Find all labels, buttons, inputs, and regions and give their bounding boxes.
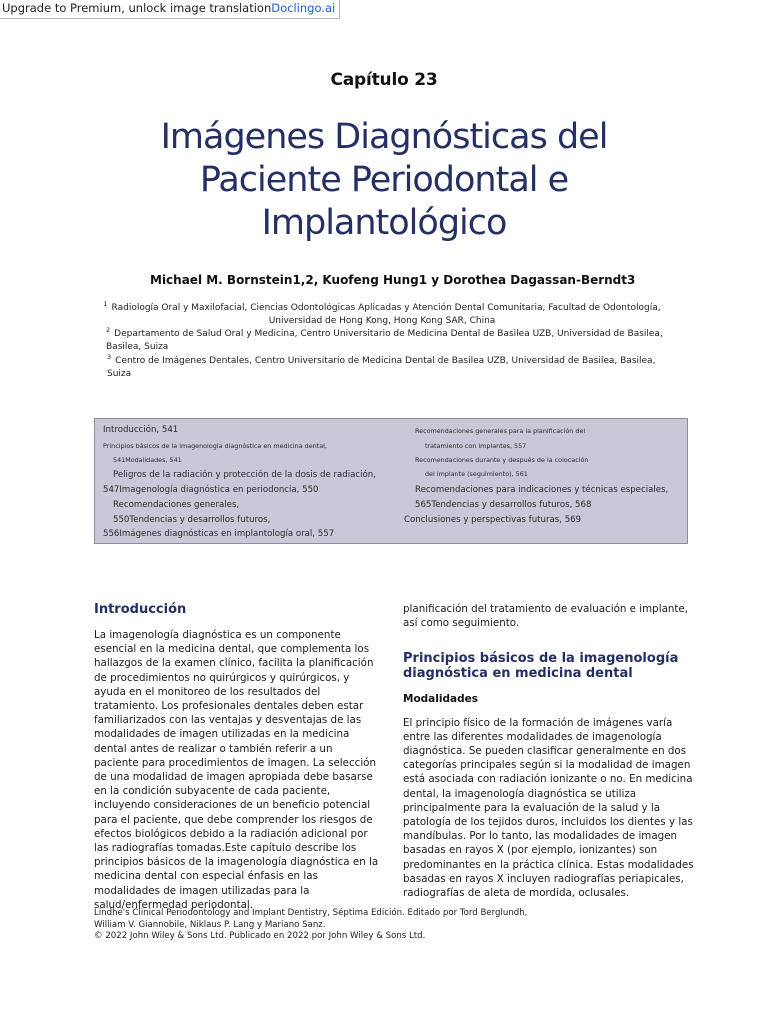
toc-item[interactable]: Principios básicos de la imagenología diagnóstica en medicina dental, [103, 442, 327, 450]
toc-item[interactable]: 541Modalidades, 541 [113, 456, 182, 464]
title-line: Paciente Periodontal e [199, 160, 569, 200]
affiliation-text: Departamento de Salud Oral y Medicina, Centro Universitario de Medicina Dental de Basilea UZB, Universidad de Basilea, Basilea, Suiza [106, 329, 663, 352]
affiliation-number: 1 [103, 300, 108, 308]
right-column [403, 602, 698, 900]
body-paragraph: La imagenología diagnóstica es un componente esencial en la medicina dental, que complementa los hallazgos de la examen clínico, facilita la planificación de procedimientos no quirúrgicos y quirúrgicos, y ayuda en el monitoreo de los resultados del tratamiento. Los profesionales dentales deben estar familiarizados con las ventajas y desventajas de las modalidades de imagen utilizadas en la medicina dental antes de realizar o también referir a un paciente para procedimientos de imagen. La selección de una modalidad de imagen apropiada debe basarse en la condición subyacente de cada paciente, incluyendo consideraciones de un beneficio potencial para el paciente, que debe comprender los riesgos de efectos biológicos debido a la radiación adicional por las radiografías tomadas.Este capítulo describe los principios básicos de la imagenología diagnóstica en la medicina dental con especial énfasis en las modalidades de imagen utilizadas para la salud/enfermedad periodontal. [94, 629, 379, 911]
author-list: Michael M. Bornstein1,2, Kuofeng Hung1 y Dorothea Dagassan-Berndt3 [150, 273, 636, 287]
table-of-contents [94, 418, 688, 544]
toc-item[interactable]: Recomendaciones generales, [113, 500, 240, 510]
section-heading: Introducción [94, 602, 187, 617]
toc-item[interactable]: Recomendaciones generales para la planificación del [415, 427, 586, 435]
title-line: Imágenes Diagnósticas del [160, 117, 608, 157]
toc-item[interactable]: 547Imagenología diagnóstica en periodoncia, 550 [103, 485, 319, 495]
affiliation-3 [107, 351, 667, 381]
chapter-title [84, 116, 684, 245]
title-line: Implantológico [261, 203, 507, 243]
section-heading: Principios básicos de la imagenología diagnóstica en medicina dental [403, 651, 679, 682]
toc-item[interactable]: Peligros de la radiación y protección de la dosis de radiación, [113, 470, 376, 480]
affiliation-number: 2 [106, 326, 111, 334]
toc-item[interactable]: Recomendaciones durante y después de la colocación [415, 456, 589, 464]
toc-item[interactable]: del implante (seguimiento), 561 [425, 470, 528, 478]
affiliation-text: Radiología Oral y Maxilofacial, Ciencias Odontológicas Aplicadas y Atención Dental Comunitaria, Facultad de Odontología, Universidad de Hong Kong, Hong Kong SAR, China [111, 303, 661, 326]
copyright-line: © 2022 John Wiley & Sons Ltd. Publicado en 2022 por John Wiley & Sons Ltd. [94, 931, 426, 941]
toc-item[interactable]: 556Imágenes diagnósticas en implantología oral, 557 [103, 529, 335, 539]
chapter-label: Capítulo 23 [330, 70, 438, 90]
affiliation-2 [106, 324, 666, 354]
toc-item[interactable]: Recomendaciones para indicaciones y técnicas especiales, [415, 485, 669, 495]
body-paragraph: El principio físico de la formación de imágenes varía entre las diferentes modalidades de imagenología diagnóstica. Se pueden clasificar generalmente en dos categorías principales según si la modalidad de imagen está asociada con radiación ionizante o no. En medicina dental, la imagenología diagnóstica se utiliza principalmente para la evaluación de la salud y la patología de los tejidos duros, incluidos los dientes y las mandíbulas. Por lo tanto, las modalidades de imagen basadas en rayos X (por ejemplo, ionizantes) son predominantes en la práctica clínica. Estas modalidades basadas en rayos X incluyen radiografías periapicales, radiografías de aleta de mordida, oclusales. [403, 716, 694, 900]
subsection-heading: Modalidades [403, 693, 478, 706]
left-column [94, 602, 379, 912]
affiliation-text: Centro de Imágenes Dentales, Centro Universitario de Medicina Dental de Basilea UZB, Universidad de Basilea, Basilea, Suiza [107, 356, 656, 379]
page-footer [94, 908, 534, 943]
toc-item[interactable]: Conclusiones y perspectivas futuras, 569 [404, 515, 582, 525]
toc-item[interactable]: tratamiento con implantes, 557 [425, 442, 527, 450]
continuation-paragraph: planificación del tratamiento de evaluación e implante, así como seguimiento. [403, 603, 689, 630]
affiliation-number: 3 [107, 353, 112, 361]
toc-item[interactable]: 565Tendencias y desarrollos futuros, 568 [415, 500, 592, 510]
doclingo-link[interactable]: Doclingo.ai [271, 1, 336, 15]
toc-item[interactable]: Introducción, 541 [103, 425, 179, 435]
toc-item[interactable]: 550Tendencias y desarrollos futuros, [113, 515, 271, 525]
citation-line: Lindhe's Clinical Periodontology and Implant Dentistry, Séptima Edición. Editado por Tord Berglundh, William V. Giannobile, Niklaus P. Lang y Mariano Sanz. [94, 908, 528, 930]
upgrade-banner [0, 0, 340, 19]
upgrade-banner-text: Upgrade to Premium, unlock image translation [2, 1, 272, 15]
